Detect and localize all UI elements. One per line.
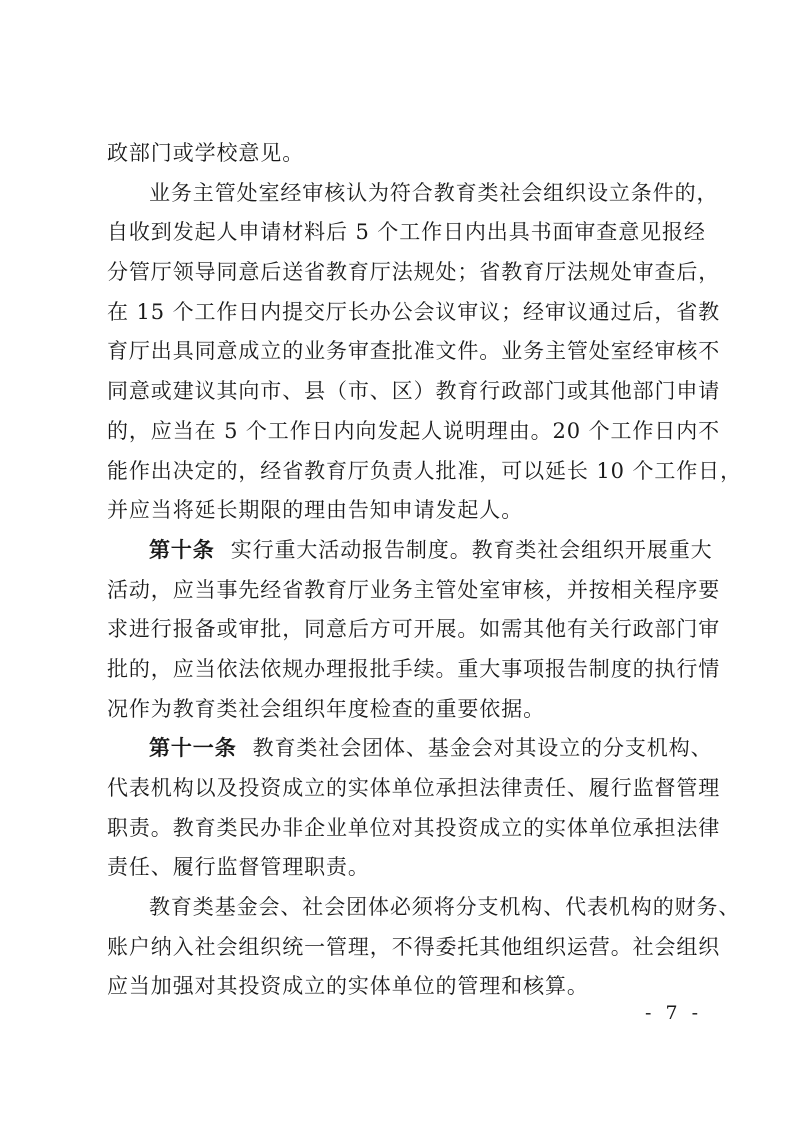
text-line: 应当加强对其投资成立的实体单位的管理和核算。 <box>107 974 589 999</box>
text-line: 责任、履行监督管理职责。 <box>107 855 370 880</box>
article-heading: 第十一条 <box>149 736 237 761</box>
text-line: 的，应当在 5 个工作日内向发起人说明理由。20 个工作日内不 <box>107 418 721 443</box>
text-line: 教育类基金会、社会团体必须将分支机构、代表机构的财务、 <box>149 895 741 920</box>
text-line: 自收到发起人申请材料后 5 个工作日内出具书面审查意见报经 <box>107 220 706 245</box>
text-line: 职责。教育类民办非企业单位对其投资成立的实体单位承担法律 <box>107 815 721 840</box>
text-line: 批的，应当依法依规办理报批手续。重大事项报告制度的执行情 <box>107 656 721 681</box>
text-line: 账户纳入社会组织统一管理，不得委托其他组织运营。社会组织 <box>107 934 721 959</box>
article-11-first-line <box>107 729 713 769</box>
article-heading: 第十条 <box>149 537 215 562</box>
text-line: 况作为教育类社会组织年度检查的重要依据。 <box>107 696 545 721</box>
text-line: 在 15 个工作日内提交厅长办公会议审议；经审议通过后，省教 <box>107 299 721 324</box>
text-line: 代表机构以及投资成立的实体单位承担法律责任、履行监督管理 <box>107 776 721 800</box>
text-line: 教育类社会团体、基金会对其设立的分支机构、 <box>252 736 713 761</box>
text-line: 求进行报备或审批，同意后方可开展。如需其他有关行政部门审 <box>107 617 721 642</box>
document-body <box>107 134 742 1007</box>
article-10-first-line <box>107 531 713 571</box>
text-line: 分管厅领导同意后送省教育厅法规处；省教育厅法规处审查后， <box>107 260 721 285</box>
page-number: - 7 - <box>644 1002 702 1024</box>
text-line: 育厅出具同意成立的业务审查批准文件。业务主管处室经审核不 <box>107 339 721 364</box>
text-line: 业务主管处室经审核认为符合教育类社会组织设立条件的， <box>149 180 719 205</box>
text-line: 能作出决定的，经省教育厅负责人批准，可以延长 10 个工作日， <box>107 458 742 483</box>
text-line: 并应当将延长期限的理由告知申请发起人。 <box>107 498 524 523</box>
text-line: 实行重大活动报告制度。教育类社会组织开展重大 <box>230 537 713 562</box>
text-line: 同意或建议其向市、县（市、区）教育行政部门或其他部门申请 <box>107 379 721 404</box>
text-line: 活动，应当事先经省教育厅业务主管处室审核，并按相关程序要 <box>107 577 721 602</box>
text-line: 政部门或学校意见。 <box>107 141 305 165</box>
